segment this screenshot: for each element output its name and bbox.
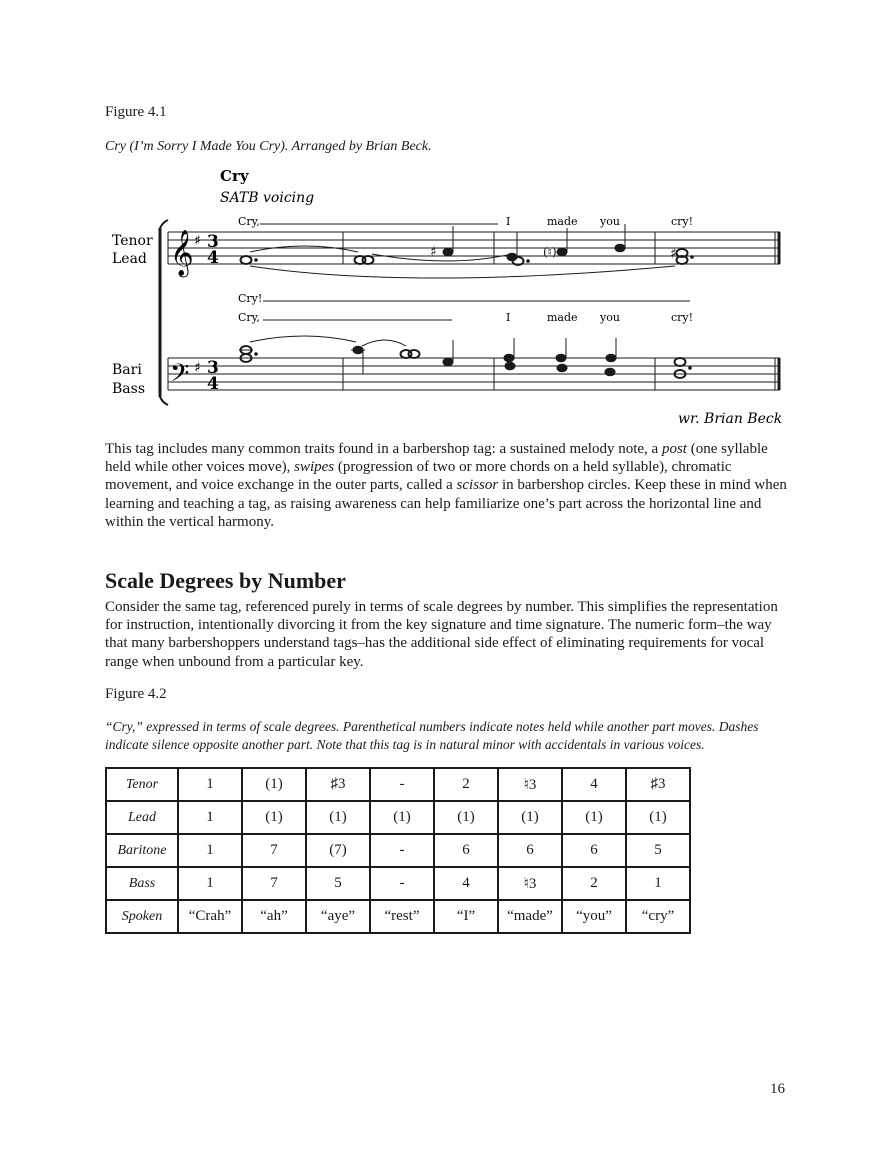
bass-clef-icon: 𝄢 xyxy=(170,359,190,394)
table-cell: ♮3 xyxy=(498,867,562,900)
staff-label-bass: Bass xyxy=(112,381,146,397)
figure-label: Figure 4.1 xyxy=(105,104,167,120)
key-sharp-icon: ♯ xyxy=(194,233,201,249)
table-cell: 1 xyxy=(626,867,690,900)
time-sig-top: 3 xyxy=(207,358,219,378)
table-cell: (1) xyxy=(370,801,434,834)
lyric: made xyxy=(547,215,578,228)
lyric: you xyxy=(600,215,620,228)
page-number: 16 xyxy=(770,1081,785,1097)
table-row xyxy=(106,900,690,933)
table-cell: 4 xyxy=(562,768,626,801)
lyric: you xyxy=(600,311,620,324)
table-cell: 1 xyxy=(178,834,242,867)
table-cell: (1) xyxy=(242,801,306,834)
time-sig-bottom: 4 xyxy=(207,374,219,394)
term-post: post xyxy=(661,441,687,457)
staff-label-lead: Lead xyxy=(112,251,147,267)
text: in barbershop circles. Keep these in mind when learning and teaching a tag, as raising awareness can help familiarize one’s part across the horizontal line and within the vertical harmony. xyxy=(105,477,787,530)
table-cell: (1) xyxy=(562,801,626,834)
lyric: cry! xyxy=(671,215,694,228)
table-cell: - xyxy=(370,867,434,900)
scale-degree-table xyxy=(105,767,691,934)
table-cell: 7 xyxy=(242,834,306,867)
table-cell: 5 xyxy=(306,867,370,900)
staff-label-bari: Bari xyxy=(112,362,142,378)
lyric: I xyxy=(506,215,511,228)
svg-text:♯: ♯ xyxy=(430,244,437,260)
table-cell: (1) xyxy=(306,801,370,834)
svg-text:♯: ♯ xyxy=(670,246,677,262)
figure-label: Figure 4.2 xyxy=(105,686,167,702)
table-cell: 2 xyxy=(562,867,626,900)
table-cell: “aye” xyxy=(306,900,370,933)
table-cell: “cry” xyxy=(626,900,690,933)
table-cell: 6 xyxy=(562,834,626,867)
row-header: Bass xyxy=(106,867,178,900)
lyric: cry! xyxy=(671,311,694,324)
row-header: Spoken xyxy=(106,900,178,933)
paragraph-tag-traits xyxy=(105,440,790,531)
table-cell: (7) xyxy=(306,834,370,867)
table-cell: - xyxy=(370,834,434,867)
time-sig-bottom: 4 xyxy=(207,248,219,268)
section-heading: Scale Degrees by Number xyxy=(105,568,346,593)
lyric: made xyxy=(547,311,578,324)
table-cell: “I” xyxy=(434,900,498,933)
bass-staff xyxy=(168,358,780,390)
svg-text:(♮): (♮) xyxy=(543,245,557,259)
row-header: Tenor xyxy=(106,768,178,801)
table-row xyxy=(106,834,690,867)
paragraph-scale-degrees: Consider the same tag, referenced purely in terms of scale degrees by number. This simplifies the representation for instruction, intentionally divorcing it from the key signature and time signature. The numeric form–the way that many barbershoppers understand tags–has the additional side effect of eliminating requirements for vocal range when unbound from a particular key. xyxy=(105,599,778,670)
row-header: Baritone xyxy=(106,834,178,867)
table-cell: (1) xyxy=(626,801,690,834)
table-cell: 6 xyxy=(498,834,562,867)
music-score xyxy=(100,160,790,435)
table-cell: “ah” xyxy=(242,900,306,933)
table-cell: - xyxy=(370,768,434,801)
table-row xyxy=(106,801,690,834)
ties xyxy=(250,336,406,346)
table-cell: 1 xyxy=(178,768,242,801)
table-cell: “made” xyxy=(498,900,562,933)
score-title: Cry xyxy=(220,167,249,185)
lyric: Cry, xyxy=(238,215,260,228)
text: (progression of two or more chords on a held syllable), chromatic movement, and voice exchange in the outer parts, called a xyxy=(105,459,732,494)
staff-label-tenor: Tenor xyxy=(112,233,153,249)
figure-caption: Cry (I’m Sorry I Made You Cry). Arranged by Brian Beck. xyxy=(105,139,432,154)
upper-notes xyxy=(241,224,694,265)
lyric: I xyxy=(506,311,511,324)
table-row xyxy=(106,867,690,900)
text: (one syllable held while other voices move), xyxy=(105,441,768,476)
term-swipes: swipes xyxy=(294,459,335,476)
table-cell: ♯3 xyxy=(626,768,690,801)
table-cell: (1) xyxy=(434,801,498,834)
time-sig-top: 3 xyxy=(207,232,219,252)
table-cell: 1 xyxy=(178,801,242,834)
key-sharp-icon: ♯ xyxy=(194,360,201,376)
term-scissor: scissor xyxy=(456,477,499,494)
treble-clef-icon: 𝄞 xyxy=(170,230,194,276)
table-cell: “you” xyxy=(562,900,626,933)
table-cell: ♮3 xyxy=(498,768,562,801)
table-cell: (1) xyxy=(498,801,562,834)
ties xyxy=(250,246,675,278)
score-credit: wr. Brian Beck xyxy=(678,411,783,427)
table-cell: “Crah” xyxy=(178,900,242,933)
table-cell: 1 xyxy=(178,867,242,900)
table-cell: 2 xyxy=(434,768,498,801)
figure-caption: “Cry,” expressed in terms of scale degrees. Parenthetical numbers indicate notes held while another part moves. Dashes indicate silence opposite another part. Note that this tag is in natural minor with accidentals in various voices. xyxy=(105,719,759,752)
table-cell: “rest” xyxy=(370,900,434,933)
table-row xyxy=(106,768,690,801)
lead-lyric: Cry! xyxy=(238,292,263,305)
text: This tag includes many common traits found in a barbershop tag: a sustained melody note, a xyxy=(105,441,662,457)
table-cell: ♯3 xyxy=(306,768,370,801)
table-cell: 7 xyxy=(242,867,306,900)
table-cell: (1) xyxy=(242,768,306,801)
score-subtitle: SATB voicing xyxy=(220,190,315,206)
table-cell: 4 xyxy=(434,867,498,900)
lyric: Cry, xyxy=(238,311,260,324)
row-header: Lead xyxy=(106,801,178,834)
system-bracket xyxy=(160,220,168,405)
table-cell: 5 xyxy=(626,834,690,867)
table-cell: 6 xyxy=(434,834,498,867)
